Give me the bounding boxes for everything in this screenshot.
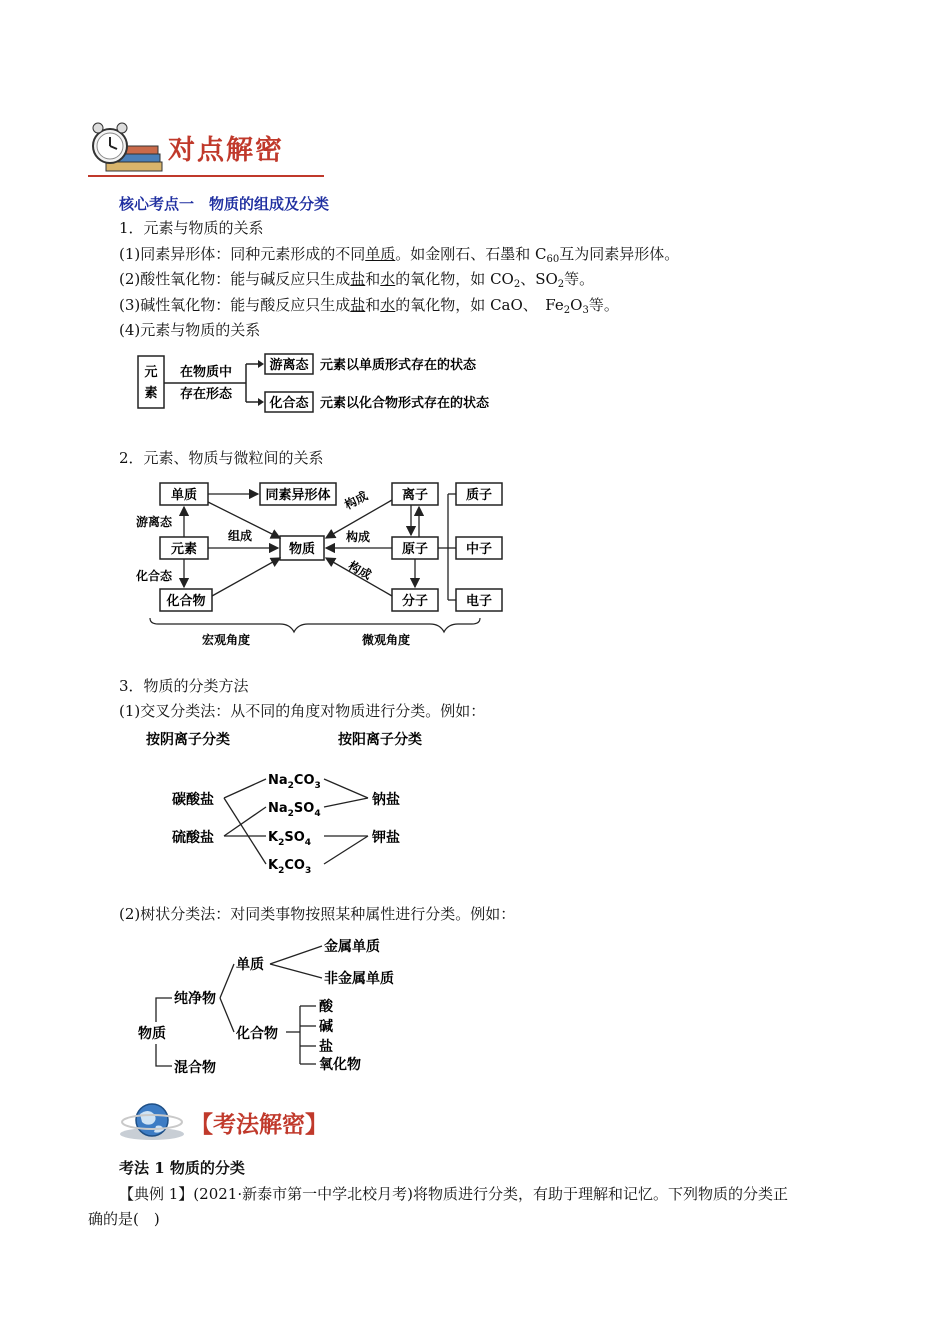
banner-top-rule: [88, 175, 324, 177]
symbol: SO: [284, 830, 305, 845]
banner-method-title: 【考法解密】: [190, 1112, 328, 1138]
section-heading-1: 核心考点一 物质的组成及分类: [119, 195, 330, 213]
subscript: 2: [278, 838, 285, 848]
text: 等。: [588, 296, 619, 314]
example-line2: 确的是( ): [88, 1210, 160, 1228]
text: (3)碱性氧化物：能与酸反应只生成: [119, 296, 351, 314]
subscript: 60: [546, 254, 560, 265]
label-suan: 酸: [319, 999, 333, 1015]
label-sodium-salt: 钠盐: [372, 792, 400, 808]
subscript: 2: [278, 866, 285, 876]
label-comb-desc: 元素以化合物形式存在的状态: [320, 396, 490, 411]
label-huahewu: 化合物: [166, 594, 206, 609]
arrowhead: [258, 398, 264, 406]
label-free-desc: 元素以单质形式存在的状态: [320, 358, 477, 373]
p1a: [119, 244, 679, 264]
diagram-tree-classification: [136, 934, 436, 1080]
p3-title: 3．物质的分类方法: [119, 677, 249, 695]
p3-sub2: (2)树状分类法：对同类事物按照某种属性进行分类。例如：: [119, 905, 516, 923]
subscript: 3: [314, 781, 321, 791]
label-youlitai: 游离态: [136, 515, 173, 529]
label-elem2: 素: [144, 386, 158, 401]
text: O: [570, 296, 583, 314]
underlined-term: 水: [380, 296, 396, 314]
subscript: 4: [304, 838, 312, 848]
label-mid1: 在物质中: [179, 365, 233, 380]
label-zhongzi: 中子: [465, 542, 493, 557]
label-comb: 化合态: [269, 396, 309, 411]
p1c: [119, 295, 619, 315]
p3-sub1: (1)交叉分类法：从不同的角度对物质进行分类。例如：: [119, 702, 486, 720]
label-free: 游离态: [269, 358, 309, 373]
formula-k2co3: [268, 858, 311, 876]
diagram-element-substance-particles: [130, 474, 510, 650]
underlined-term: 盐: [350, 296, 366, 314]
text: 的氧化物，如 CO: [395, 270, 514, 288]
label-hunhewu: 混合物: [174, 1060, 216, 1076]
text: 和: [365, 270, 381, 288]
p1d-title: (4)元素与物质的关系: [119, 321, 261, 339]
banner-method: [118, 1100, 358, 1142]
subscript: 3: [582, 305, 589, 316]
p1-title: 1．元素与物质的关系: [119, 219, 264, 237]
subscript: 3: [304, 866, 312, 876]
symbol: K: [268, 858, 279, 873]
label-mid2: 存在形态: [179, 387, 233, 402]
symbol: Na: [268, 773, 288, 788]
diagram-element-states: [134, 350, 514, 416]
symbol: CO: [284, 858, 305, 873]
arrowhead: [258, 360, 264, 368]
banner-top: [88, 118, 328, 180]
label-yuanzi: 原子: [401, 542, 429, 557]
text: (2)酸性氧化物：能与碱反应只生成: [119, 270, 351, 288]
label-weiguan: 微观角度: [361, 633, 411, 647]
label-yan: 盐: [319, 1039, 333, 1055]
subscript: 2: [557, 279, 565, 290]
underlined-term: 盐: [350, 270, 366, 288]
label-yuansu: 元素: [170, 542, 198, 557]
example-line1: 【典例 1】(2021·新泰市第一中学北校月考)将物质进行分类，有助于理解和记忆。下列物质的分类正: [119, 1185, 788, 1203]
banner-top-title: 对点解密: [168, 135, 284, 166]
cross-lines: [224, 779, 368, 864]
globe-icon: [118, 1100, 192, 1144]
label-elem1: 元: [144, 365, 158, 380]
label-zucheng: 组成: [228, 529, 253, 543]
label-head-anion: 按阴离子分类: [146, 732, 230, 748]
text: (1)同素异形体：同种元素形成的不同: [119, 245, 366, 263]
formula-na2so4: [268, 801, 321, 819]
label-sulfate: 硫酸盐: [172, 830, 214, 846]
label-head-cation: 按阳离子分类: [338, 732, 422, 748]
subscript: 2: [513, 279, 521, 290]
underlined-term: 水: [380, 270, 396, 288]
label-danzhi: 单质: [170, 488, 198, 503]
label-jinshu: 金属单质: [324, 939, 380, 955]
label-huahetai: 化合态: [136, 569, 173, 583]
p2-title: 2．元素、物质与微粒间的关系: [119, 449, 324, 467]
symbol: K: [268, 830, 279, 845]
text: 、SO: [520, 270, 558, 288]
alarm-clock-books-icon: [88, 118, 168, 178]
text: 和: [365, 296, 381, 314]
label-danzhi: 单质: [236, 957, 264, 973]
label-fenzi: 分子: [401, 594, 429, 609]
subscript: 2: [287, 781, 294, 791]
subscript: 2: [287, 809, 294, 819]
label-goucheng3: 构成: [345, 558, 374, 583]
formula-na2co3: [268, 773, 321, 791]
label-chunjingwu: 纯净物: [174, 991, 216, 1007]
symbol: CO: [293, 773, 315, 788]
formula-k2so4: [268, 830, 311, 848]
label-lizi: 离子: [401, 488, 429, 503]
label-potassium-salt: 钾盐: [372, 830, 400, 846]
label-feijinshu: 非金属单质: [324, 971, 394, 987]
text: 。如金刚石、石墨和 C: [395, 245, 547, 263]
symbol: SO: [293, 801, 315, 816]
label-huahewu: 化合物: [236, 1026, 278, 1042]
label-zhizi: 质子: [465, 488, 493, 503]
label-tongsu: 同素异形体: [265, 488, 331, 503]
label-jian: 碱: [319, 1019, 333, 1035]
brace-macro: [150, 618, 370, 632]
underlined-term: 单质: [365, 245, 396, 263]
section-heading-2: 考法 1 物质的分类: [119, 1159, 245, 1177]
label-goucheng2: 构成: [346, 530, 371, 544]
text: 的氧化物，如 CaO、 Fe: [395, 296, 564, 314]
label-goucheng1: 构成: [342, 488, 371, 513]
label-dianzi: 电子: [465, 594, 493, 609]
label-wuzhi: 物质: [138, 1026, 166, 1042]
label-wuzhi: 物质: [288, 542, 316, 557]
symbol: Na: [268, 801, 288, 816]
text: 互为同素异形体。: [559, 245, 680, 263]
diagram-cross-classification: [140, 726, 440, 882]
p1b: [119, 269, 594, 289]
label-carbonate: 碳酸盐: [172, 792, 214, 808]
label-hongguan: 宏观角度: [201, 633, 251, 647]
text: 等。: [564, 270, 595, 288]
arrow: [212, 558, 280, 596]
subscript: 2: [563, 305, 571, 316]
brace-micro: [370, 618, 480, 632]
label-yanghuawu: 氧化物: [319, 1057, 361, 1073]
subscript: 4: [314, 809, 321, 819]
